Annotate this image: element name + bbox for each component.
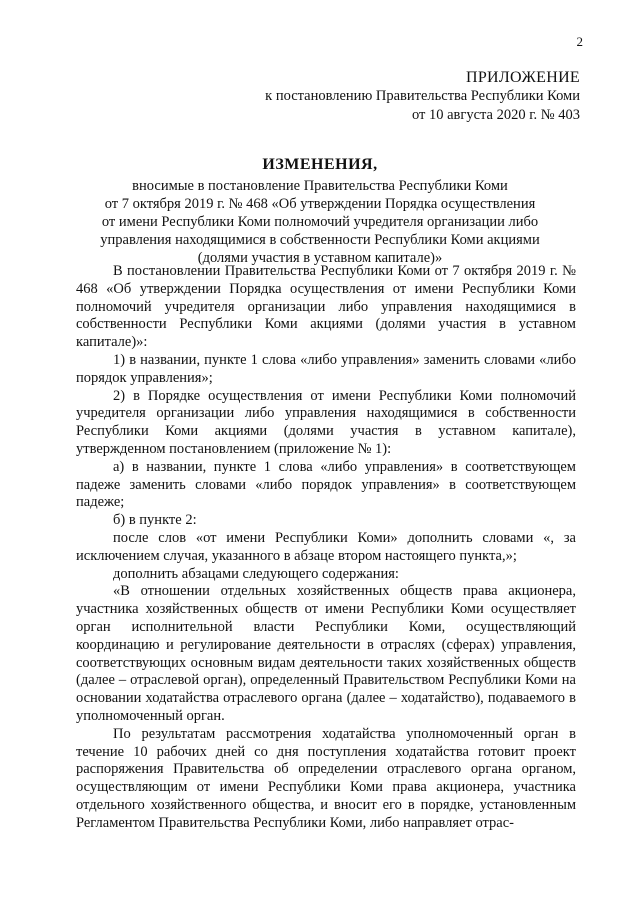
heading-line: от имени Республики Коми полномочий учредителя организации либо <box>101 214 539 230</box>
appendix-block <box>265 68 580 125</box>
appendix-label: ПРИЛОЖЕНИЕ <box>465 69 580 86</box>
heading-line: от 7 октября 2019 г. № 468 «Об утверждении Порядка осуществления <box>104 196 536 212</box>
paragraph: дополнить абзацами следующего содержания: <box>113 565 399 582</box>
document-body <box>76 263 576 833</box>
paragraph: а) в названии, пункте 1 слова «либо управления» в соответствующем падеже заменить словами «либо порядок управления» в соответствующем падеже; <box>76 458 576 511</box>
paragraph: В постановлении Правительства Республики Коми от 7 октября 2019 г. № 468 «Об утверждении Порядка осуществления от имени Республики Коми полномочий учредителя организации либо управления находящимися в собственности Республики Коми акциями (долями участия в уставном капитале)»: <box>76 263 576 351</box>
heading-line: вносимые в постановление Правительства Республики Коми <box>132 178 508 194</box>
paragraph: «В отношении отдельных хозяйственных обществ права акционера, участника хозяйственных обществ от имени Республики Коми осуществляет орган исполнительной власти Республики Коми, осуществляющий координацию и регулирование деятельности в отраслях (сферах) управления, соответствующих основным видам деятельности таких хозяйственных обществ (далее – отраслевой орган), определенный Правительством Республики Коми на основании ходатайства отраслевого органа (далее – ходатайство), подаваемого в уполномоченный орган. <box>76 583 576 724</box>
appendix-line-2: от 10 августа 2020 г. № 403 <box>411 107 580 123</box>
paragraph: 1) в названии, пункте 1 слова «либо управления» заменить словами «либо порядок управления»; <box>76 351 576 386</box>
paragraph: после слов «от имени Республики Коми» дополнить словами «, за исключением случая, указанного в абзаце втором настоящего пункта,»; <box>76 529 576 564</box>
heading-line: (долями участия в уставном капитале)» <box>197 250 443 266</box>
appendix-line-1: к постановлению Правительства Республики Коми <box>265 88 580 104</box>
paragraph: 2) в Порядке осуществления от имени Республики Коми полномочий учредителя организации либо управления находящимися в собственности Республики Коми акциями (долями участия в уставном капитале), утвержденном постановлением (приложение № 1): <box>76 387 576 457</box>
heading-line: управления находящимися в собственности Республики Коми акциями <box>100 232 540 248</box>
paragraph: б) в пункте 2: <box>113 512 197 529</box>
paragraph: По результатам рассмотрения ходатайства уполномоченный орган в течение 10 рабочих дней со дня поступления ходатайства готовит проект распоряжения Правительства об определении отраслевого органа органом, осуществляющим от имени Республики Коми права акционера, участника отдельного хозяйственного общества, и вносит его в порядке, установленным Регламентом Правительства Республики Коми, либо направляет отрас- <box>76 725 576 831</box>
document-title: ИЗМЕНЕНИЯ, <box>262 156 378 173</box>
document-heading <box>70 156 570 267</box>
page-number: 2 <box>576 34 583 49</box>
